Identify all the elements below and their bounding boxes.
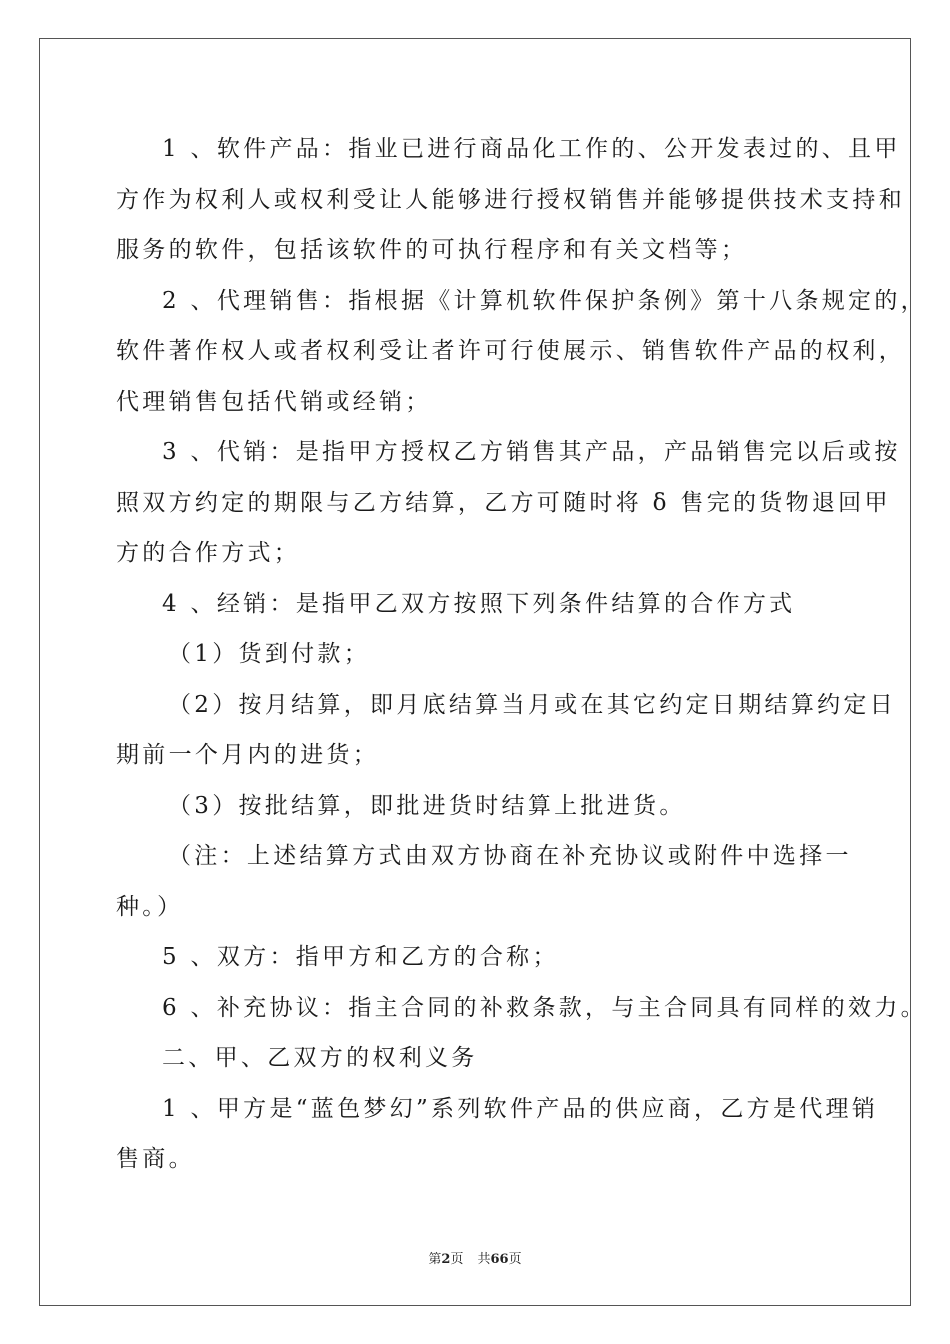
paragraph-line: 服务的软件，包括该软件的可执行程序和有关文档等； [116, 237, 748, 263]
current-page-number: 2 [441, 1252, 451, 1267]
paragraph-line: 6 、补充协议：指主合同的补救条款，与主合同具有同样的效力。 [162, 994, 927, 1021]
paragraph-line: （注：上述结算方式由双方协商在补充协议或附件中选择一 [168, 843, 852, 869]
paragraph-line: 5 、双方：指甲方和乙方的合称； [162, 944, 559, 970]
page-footer [0, 1248, 950, 1267]
paragraph-line: 照双方约定的期限与乙方结算，乙方可随时将 δ 售完的货物退回甲 [116, 489, 891, 516]
paragraph-line: 方的合作方式； [116, 540, 301, 566]
page-unit: 页 [450, 1252, 464, 1267]
total-prefix: 共 [477, 1252, 491, 1267]
paragraph-line: 3 、代销：是指甲方授权乙方销售其产品，产品销售完以后或按 [162, 439, 901, 465]
paragraph-line: （3）按批结算，即批进货时结算上批进货。 [168, 792, 686, 819]
total-page-count: 66 [490, 1252, 509, 1267]
paragraph-line: 售商。 [116, 1146, 195, 1172]
paragraph-line: 1 、甲方是“蓝色梦幻”系列软件产品的供应商，乙方是代理销 [162, 1095, 879, 1122]
paragraph-line: 4 、经销：是指甲乙双方按照下列条件结算的合作方式 [162, 590, 796, 617]
document-body [116, 124, 927, 1185]
paragraph-line: 1 、软件产品：指业已进行商品化工作的、公开发表过的、且甲 [162, 136, 901, 162]
paragraph-line: （1）货到付款； [168, 641, 371, 667]
paragraph-line: （2）按月结算，即月底结算当月或在其它约定日期结算约定日 [168, 691, 897, 718]
paragraph-line: 方作为权利人或权利受让人能够进行授权销售并能够提供技术支持和 [116, 186, 905, 213]
section-heading: 二、甲、乙双方的权利义务 [162, 1045, 478, 1071]
total-unit: 页 [508, 1252, 522, 1267]
paragraph-line: 2 、代理销售：指根据《计算机软件保护条例》第十八条规定的， [162, 287, 927, 314]
page-prefix: 第 [428, 1252, 442, 1267]
paragraph-line: 期前一个月内的进货； [116, 742, 379, 768]
paragraph-line: 代理销售包括代销或经销； [116, 388, 432, 415]
paragraph-line: 种。） [116, 893, 184, 920]
paragraph-line: 软件著作权人或者权利受让者许可行使展示、销售软件产品的权利， [116, 338, 905, 364]
